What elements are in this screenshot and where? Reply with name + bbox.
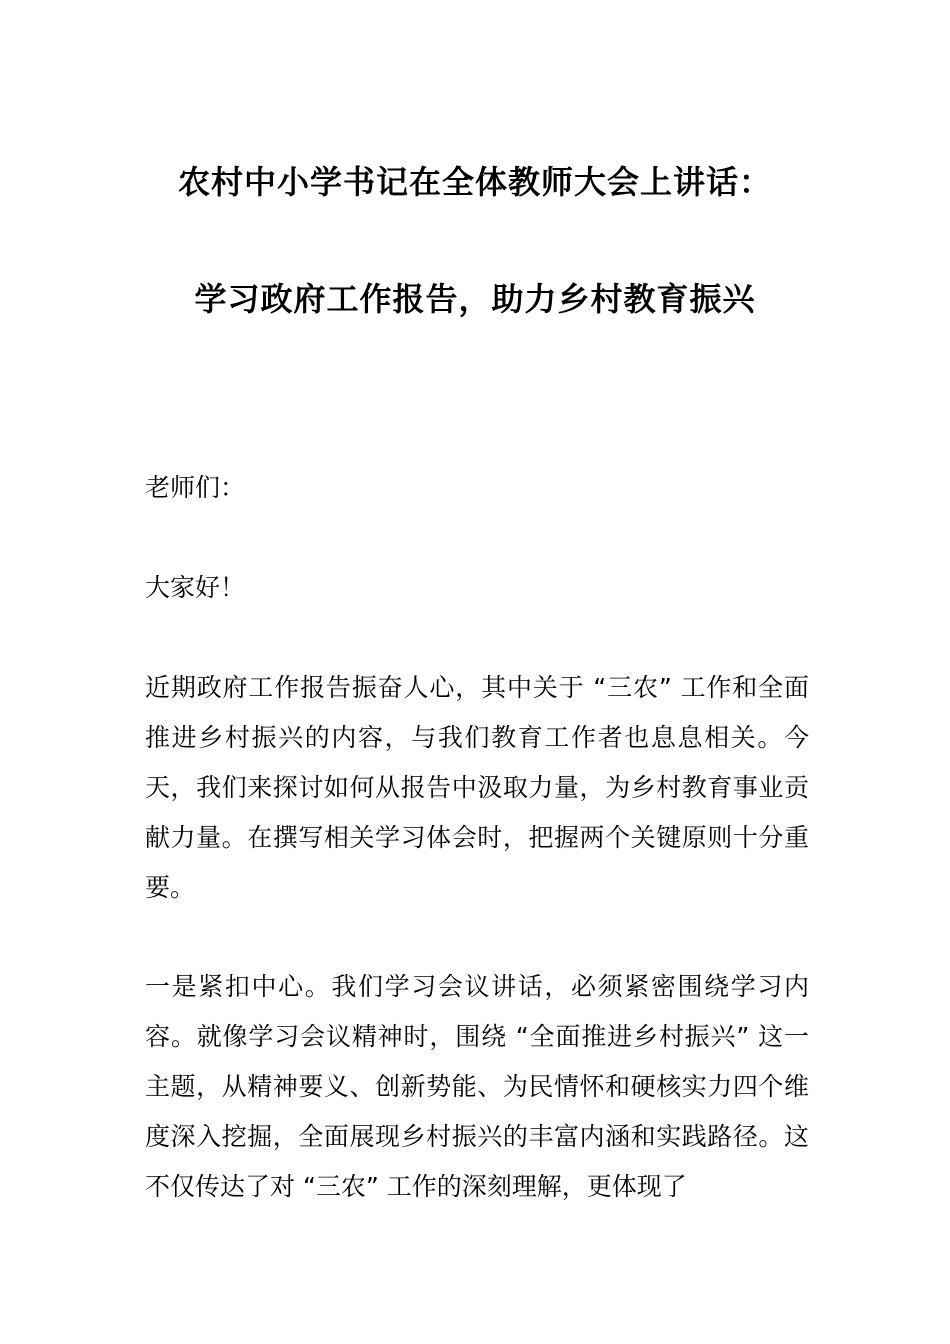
document-title-line-2: 学习政府工作报告，助力乡村教育振兴	[194, 280, 756, 318]
document-title-line-1: 农村中小学书记在全体教师大会上讲话：	[177, 163, 772, 201]
body-paragraph-2: 一是紧扣中心。我们学习会议讲话，必须紧密围绕学习内容。就像学习会议精神时，围绕 “全面推进乡村振兴” 这一主题，从精神要义、创新势能、为民情怀和硬核实力四个维度深入挖掘，全面展现乡村振兴的丰富内涵和实践路径。这不仅传达了对 “三农” 工作的深刻理解，更体现了	[145, 972, 809, 1201]
salutation: 老师们：	[145, 473, 246, 502]
body-paragraph-1: 近期政府工作报告振奋人心，其中关于 “三农” 工作和全面推进乡村振兴的内容，与我们教育工作者也息息相关。今天，我们来探讨如何从报告中汲取力量，为乡村教育事业贡献力量。在撰写相关学习体会时，把握两个关键原则十分重要。	[145, 673, 809, 902]
greeting: 大家好！	[145, 573, 246, 602]
